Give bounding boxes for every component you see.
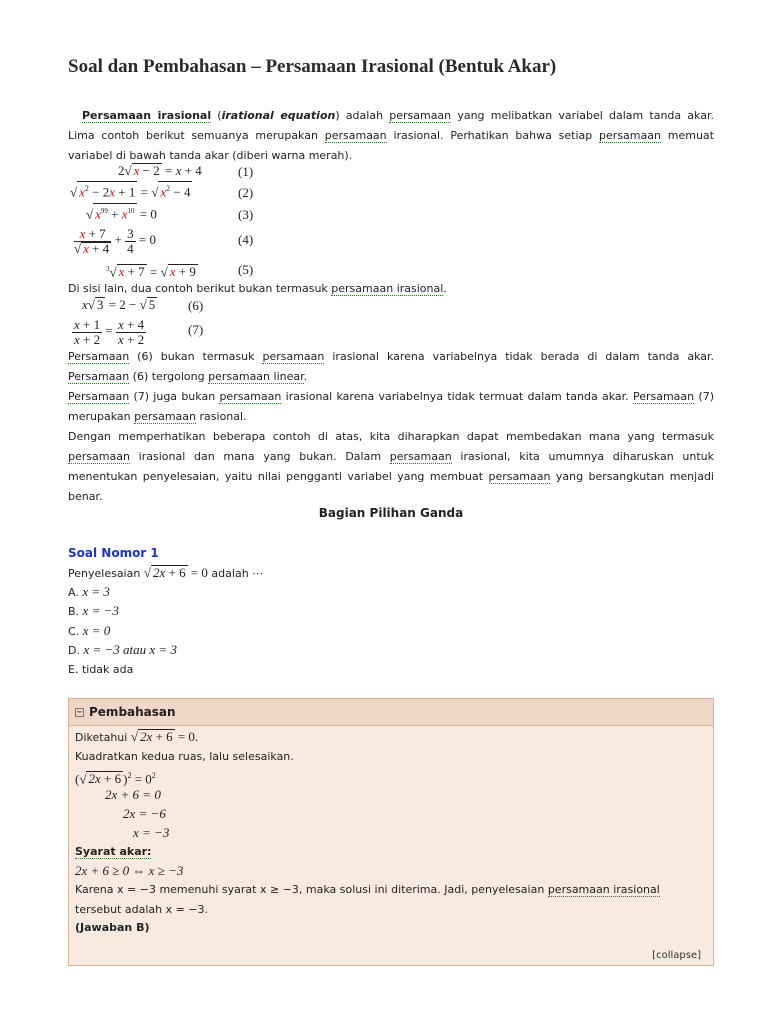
solution-line: 2x + 6 = 0 [105, 787, 161, 802]
equation-6: x√ 3 = 2 − √ 5 [82, 297, 156, 312]
link-persamaan-irasional[interactable]: persamaan irasional [547, 883, 660, 896]
syarat-label: Syarat akar: [75, 845, 152, 858]
equation-3: √ $x^{99} + x^{10} = 0$ [86, 203, 157, 225]
solution-line: 2x = −6 [123, 806, 166, 821]
syarat-condition: 2x + 6 ≥ 0 ⇔ x ≥ −3 [75, 863, 184, 878]
term-link[interactable]: Persamaan irasional [82, 109, 212, 122]
collapse-link[interactable]: [collapse] [652, 950, 701, 961]
link-persamaan-irasional[interactable]: persamaan irasional [331, 282, 444, 295]
equation-number: (4) [238, 232, 254, 247]
prompt-equation: √ 2x + 6 = 0 [143, 565, 208, 580]
question-prompt: Penyelesaian √ 2x + 6 = 0 adalah ⋯ [68, 565, 264, 580]
option-d[interactable]: D. x = −3 atau x = 3 [68, 642, 177, 657]
explanation-7: Persamaan (7) juga bukan persamaan irasional karena variabelnya tidak termuat dalam tanda akar. Persamaan (7) merupakan persamaan rasional. [68, 390, 714, 423]
non-irrational-intro: Di sisi lain, dua contoh berikut bukan termasuk persamaan irasional. [68, 282, 447, 295]
option-c[interactable]: C. x = 0 [68, 623, 111, 638]
equation-5: $^3$√ x + 7 = √ x + 9 [106, 264, 196, 280]
equation-number: (7) [188, 322, 204, 337]
equation-number: (3) [238, 207, 254, 222]
link-persamaan[interactable]: persamaan [324, 129, 387, 142]
term-english: irational equation [221, 109, 336, 122]
solution-step: Kuadratkan kedua ruas, lalu selesaikan. [75, 750, 294, 763]
solution-box [68, 698, 714, 966]
equation-2: √ $x^2 - 2x + 1$ = √ $x^2 - 4$ [70, 181, 192, 203]
equation-7: $\frac{x + 1}{x + 2}$ = $\frac{x + 4}{x + 2}$ [74, 316, 145, 347]
equation-number: (2) [238, 185, 254, 200]
solution-line: x = −3 [133, 825, 170, 840]
explanation-6: Persamaan (6) bukan termasuk persamaan irasional karena variabelnya tidak berada di dalam tanda akar. Persamaan (6) tergolong persamaan linear. [68, 350, 714, 383]
section-title: Bagian Pilihan Ganda [318, 506, 464, 520]
solution-squared: (√ 2x + 6 )$^2 = 0^2$ [75, 771, 156, 787]
link-persamaan[interactable]: persamaan [389, 109, 452, 122]
solution-conclusion: Karena x = −3 memenuhi syarat x ≥ −3, maka solusi ini diterima. Jadi, penyelesaian persamaan irasional tersebut adalah x = −3. [75, 883, 660, 916]
page-title: Soal dan Pembahasan – Persamaan Irasional (Bentuk Akar) [68, 56, 557, 77]
link-persamaan[interactable]: persamaan [599, 129, 661, 142]
intro-paragraph: Persamaan irasional (irational equation) adalah persamaan yang melibatkan variabel dalam tanda akar. Lima contoh berikut semuanya merupakan persamaan irasional. Perhatikan bahwa setiap persamaan memuat variabel di bawah tanda akar (diberi warna merah). [68, 109, 714, 162]
equation-1: 2√ x − 2 = x + 4 [118, 163, 202, 178]
option-e[interactable]: E. tidak ada [68, 663, 134, 676]
question-title: Soal Nomor 1 [68, 546, 159, 560]
equation-number: (5) [238, 262, 254, 277]
minus-box-icon[interactable]: − [76, 708, 83, 716]
equation-number: (6) [188, 298, 204, 313]
equation-number: (1) [238, 164, 254, 179]
option-a[interactable]: A. x = 3 [68, 584, 110, 599]
equation-4: $\frac{x + 7}{√ x + 4}$ + $\frac{3}{4}$ = 0 [74, 225, 156, 256]
solution-given: Diketahui √ 2x + 6 = 0. [75, 729, 199, 744]
option-b[interactable]: B. x = −3 [68, 603, 119, 618]
solution-header[interactable]: − Pembahasan [69, 699, 713, 726]
answer-label: (Jawaban B) [75, 921, 150, 934]
explanation-summary: Dengan memperhatikan beberapa contoh di atas, kita diharapkan dapat membedakan mana yang termasuk persamaan irasional dan mana yang bukan. Dalam persamaan irasional, kita umumnya diharuskan untuk menentukan penyelesaian, yaitu nilai pengganti variabel yang membuat persamaan yang bersangkutan menjadi benar. [68, 430, 714, 503]
